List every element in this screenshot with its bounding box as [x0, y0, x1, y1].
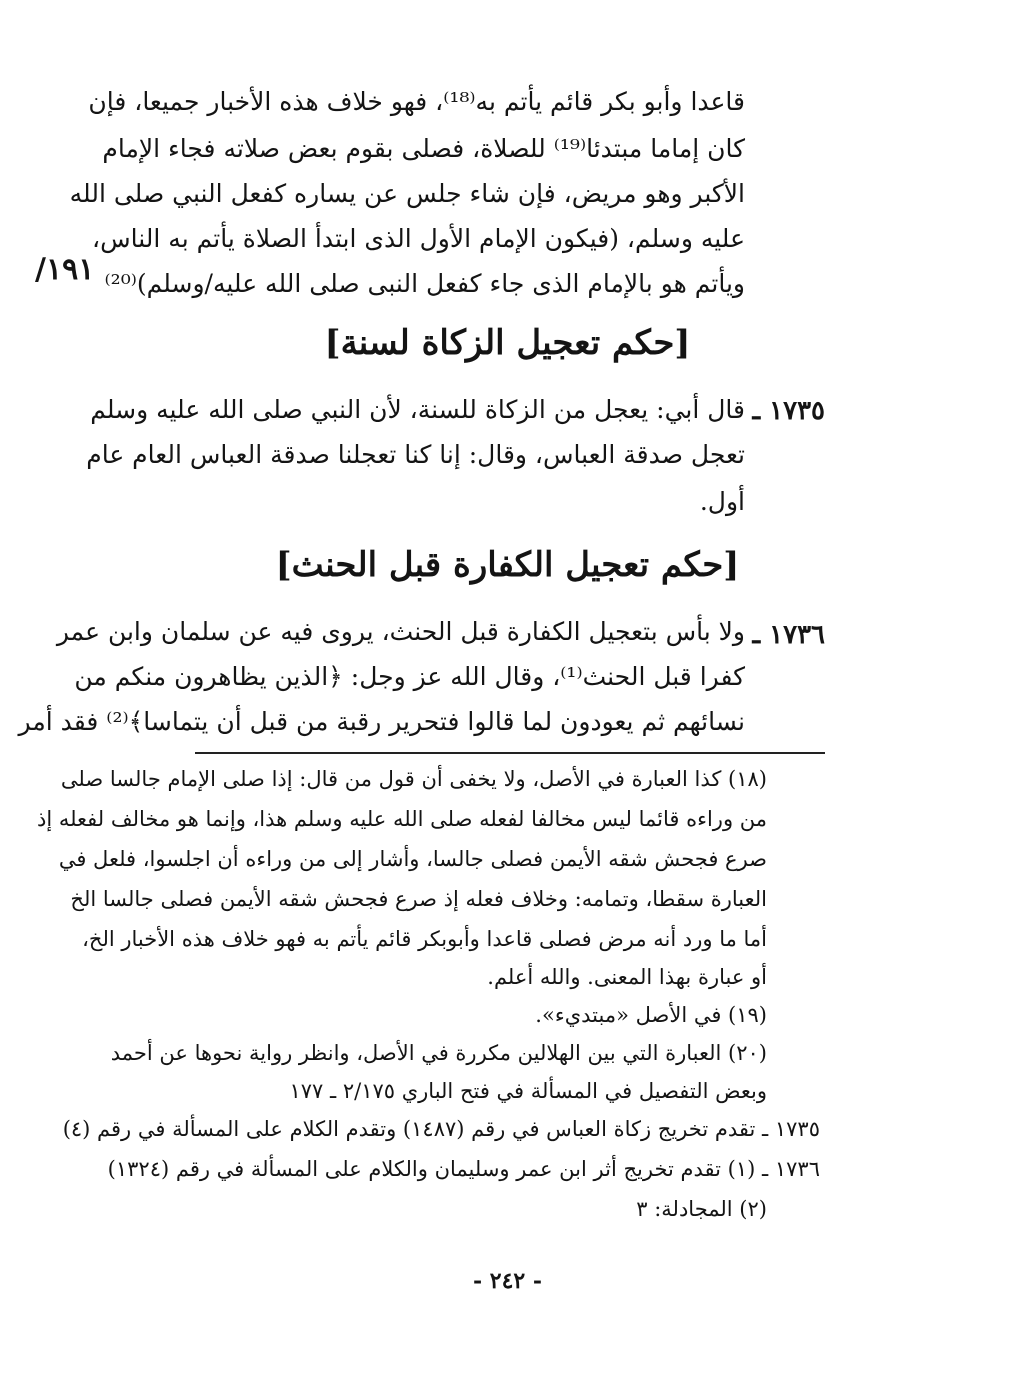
footnote-line: من وراءه قائما ليس مخالفا لفعله صلى الله عليه وسلم هذا، وإنما هو مخالف لفعله إذ	[36, 807, 767, 831]
footnote-line: العبارة سقطا، وتمامه: وخلاف فعله إذ صرع فجحش شقه الأيمن فصلى جالسا الخ	[70, 887, 767, 911]
body-line: كان إماما مبتدئا⁽¹⁹⁾ للصلاة، فصلى بقوم بعض صلاته فجاء الإمام	[102, 134, 745, 163]
footnote-line: (١٩) في الأصل «مبتديء».	[535, 1003, 767, 1027]
footnote-line: وبعض التفصيل في المسألة في فتح الباري ٢/١٧٥ ـ ١٧٧	[289, 1079, 767, 1103]
body-line: كفرا قبل الحنث⁽¹⁾، وقال الله عز وجل: ﴿الذين يظاهرون منكم من	[74, 662, 745, 691]
body-line: ولا بأس بتعجيل الكفارة قبل الحنث، يروى فيه عن سلمان وابن عمر	[56, 617, 745, 646]
footnote-line: أما ما ورد أنه مرض فصلى قاعدا وأبوبكر قائم يأتم به فهو خلاف هذه الأخبار الخ،	[82, 927, 767, 951]
footnote-line: ١٧٣٦ ـ (١) تقدم تخريج أثر ابن عمر وسليمان والكلام على المسألة في رقم (١٣٢٤)	[107, 1157, 820, 1181]
body-line: الأكبر وهو مريض، فإن شاء جلس عن يساره كفعل النبي صلى الله	[69, 179, 745, 208]
body-line: قاعدا وأبو بكر قائم يأتم به⁽¹⁸⁾، فهو خلاف هذه الأخبار جميعا، فإن	[88, 87, 745, 116]
footnote-line: أو عبارة بهذا المعنى. والله أعلم.	[487, 965, 767, 989]
entry-number: ١٧٣٥ ـ	[752, 396, 825, 426]
section-heading: [حكم تعجيل الكفارة قبل الحنث]	[275, 545, 740, 585]
footnote-line: (٢) المجادلة: ٣	[636, 1197, 767, 1221]
body-line: عليه وسلم، (فيكون الإمام الأول الذى ابتدأ الصلاة يأتم به الناس،	[92, 224, 745, 253]
body-line: ويأتم هو بالإمام الذى جاء كفعل النبى صلى الله عليه/وسلم)⁽²⁰⁾	[104, 269, 745, 298]
footnote-line: ١٧٣٥ ـ تقدم تخريج زكاة العباس في رقم (١٤٨٧) وتقدم الكلام على المسألة في رقم (٤)	[62, 1117, 820, 1141]
body-line: تعجل صدقة العباس، وقال: إنا كنا تعجلنا صدقة العباس العام عام	[86, 440, 745, 469]
body-line: قال أبي: يعجل من الزكاة للسنة، لأن النبي صلى الله عليه وسلم	[90, 395, 745, 424]
footnote-line: (٢٠) العبارة التي بين الهلالين مكررة في الأصل، وانظر رواية نحوها عن أحمد	[110, 1041, 767, 1065]
entry-number: ١٧٣٦ ـ	[752, 620, 825, 650]
section-heading: [حكم تعجيل الزكاة لسنة]	[324, 323, 691, 363]
margin-folio-number: ١٩١/	[35, 252, 95, 287]
footnote-separator	[195, 752, 825, 754]
page-number: - ٢٤٢ -	[472, 1268, 543, 1294]
body-line: أول.	[699, 487, 745, 516]
footnote-line: (١٨) كذا العبارة في الأصل، ولا يخفى أن قول من قال: إذا صلى الإمام جالسا صلى	[60, 767, 767, 791]
footnote-line: صرع فجحش شقه الأيمن فصلى جالسا، وأشار إلى من وراءه أن اجلسوا، فلعل في	[58, 847, 767, 871]
body-line: نسائهم ثم يعودون لما قالوا فتحرير رقبة من قبل أن يتماسا﴾⁽²⁾ فقد أمر	[18, 707, 745, 736]
